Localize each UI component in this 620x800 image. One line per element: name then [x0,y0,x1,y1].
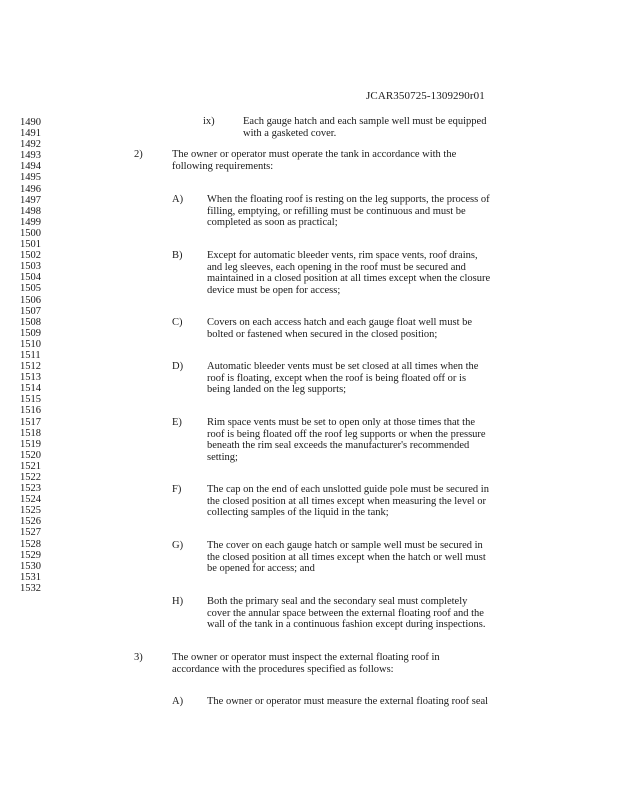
item-label: ix) [203,116,215,127]
line-number: 1517 [20,416,41,428]
item-text: The cap on the end of each unslotted guide pole must be secured in the closed position at all times except when measuring the level or collecting samples of the liquid in the tank; [207,484,489,519]
line-number: 1527 [20,527,41,539]
item-text: The cover on each gauge hatch or sample well must be secured in the closed position at all times except when the hatch or well must be opened for access; and [207,540,486,575]
line-number: 1515 [20,394,41,406]
line-number: 1503 [20,261,41,273]
line-number: 1505 [20,283,41,295]
line-number: 1504 [20,272,41,284]
item-text: Except for automatic bleeder vents, rim space vents, roof drains, and leg sleeves, each opening in the roof must be secured and maintained in a closed position at all times except when the closure device must be open for access; [207,250,491,296]
line-number-column [20,117,60,594]
line-number: 1492 [20,139,41,151]
line-number: 1516 [20,405,41,417]
item-text: The owner or operator must inspect the external floating roof in accordance with the procedures specified as follows: [172,652,440,675]
item-label: C) [172,317,183,328]
item-label: B) [172,250,183,261]
item-label: A) [172,696,184,707]
line-number: 1497 [20,194,41,206]
line-number: 1531 [20,571,41,583]
line-number: 1495 [20,172,41,184]
item-label: G) [172,540,184,551]
line-number: 1521 [20,460,41,472]
document-id-header: JCAR350725-1309290r01 [366,90,485,102]
item-label: D) [172,361,184,372]
line-number: 1496 [20,183,41,195]
item-label: F) [172,484,182,495]
item-text: Automatic bleeder vents must be set closed at all times when the roof is floating, except when the roof is being floated off or is being landed on the leg supports; [207,361,479,396]
line-number: 1501 [20,239,41,251]
line-number: 1514 [20,383,41,395]
item-label: 3) [134,652,143,663]
line-number: 1518 [20,427,41,439]
line-number: 1524 [20,494,41,506]
item-text: Rim space vents must be set to open only at those times that the roof is being floated off the roof leg supports or when the pressure beneath the rim seal exceeds the manufacturer's recommended setting; [207,417,486,463]
item-text: When the floating roof is resting on the leg supports, the process of filling, emptying, or refilling must be continuous and must be completed as soon as practical; [207,194,490,229]
line-number: 1525 [20,505,41,517]
line-number: 1491 [20,128,41,140]
line-number: 1502 [20,250,41,262]
line-number: 1506 [20,294,41,306]
line-number: 1493 [20,150,41,162]
line-number: 1519 [20,438,41,450]
line-number: 1511 [20,349,41,361]
line-number: 1523 [20,483,41,495]
line-number: 1530 [20,560,41,572]
line-number: 1494 [20,161,41,173]
line-number: 1508 [20,316,41,328]
item-label: 2) [134,149,143,160]
line-number: 1507 [20,305,41,317]
item-text: Each gauge hatch and each sample well must be equipped with a gasketed cover. [243,116,487,139]
line-number: 1498 [20,205,41,217]
item-text: The owner or operator must operate the tank in accordance with the following requirements: [172,149,457,172]
item-label: H) [172,596,184,607]
line-number: 1499 [20,216,41,228]
line-number: 1513 [20,372,41,384]
line-number: 1512 [20,361,41,373]
line-number: 1510 [20,338,41,350]
line-number: 1529 [20,549,41,561]
item-text: Covers on each access hatch and each gauge float well must be bolted or fastened when secured in the closed position; [207,317,473,340]
line-number: 1522 [20,472,41,483]
line-number: 1490 [20,117,41,128]
line-number: 1500 [20,227,41,239]
line-number: 1520 [20,449,41,461]
line-number: 1532 [20,582,41,594]
item-text: The owner or operator must measure the external floating roof seal [207,696,489,707]
item-label: A) [172,194,184,205]
line-number: 1509 [20,327,41,339]
item-text: Both the primary seal and the secondary seal must completely cover the annular space between the external floating roof and the wall of the tank in a continuous fashion except during inspections. [207,596,486,631]
item-label: E) [172,417,182,428]
line-number: 1526 [20,516,41,528]
line-number: 1528 [20,538,41,550]
